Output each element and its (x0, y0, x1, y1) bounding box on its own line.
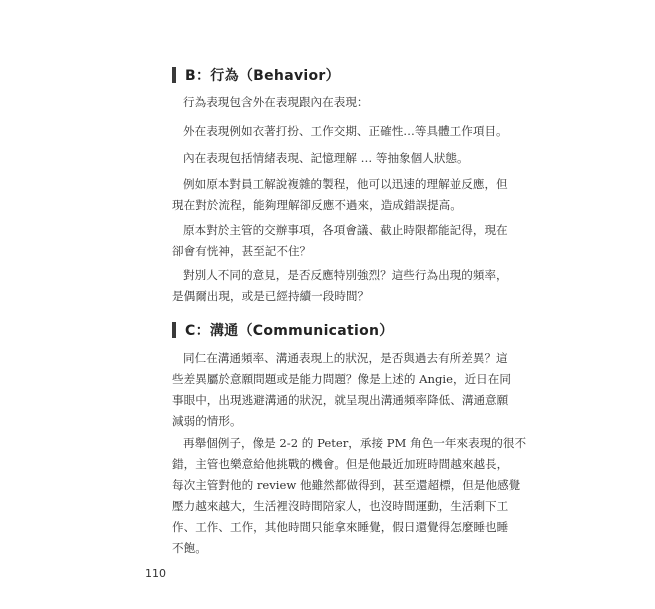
text-line: 壓力越來越大，生活裡沒時間陪家人，也沒時間運動，生活剩下工 (172, 499, 509, 513)
page-number: 110 (145, 567, 166, 580)
paragraph (172, 174, 508, 216)
paragraph (172, 433, 527, 559)
paragraph (172, 265, 508, 307)
paragraph (172, 220, 508, 262)
text-line: 減弱的情形。 (172, 414, 242, 428)
paragraph (172, 121, 508, 142)
section-c-heading (172, 321, 394, 339)
section-b-title: B：行為（Behavior） (185, 68, 340, 84)
text-line: 些差異屬於意願問題或是能力問題？像是上述的 Angie，近日在同 (172, 372, 511, 386)
text-line: 例如原本對員工解說複雜的製程，他可以迅速的理解並反應，但 (183, 177, 508, 191)
text-line: 原本對於主管的交辦事項，各項會議、截止時限都能記得，現在 (183, 223, 508, 237)
section-c-title: C：溝通（Communication） (185, 323, 394, 339)
section-b-heading (172, 66, 340, 84)
text-line: 外在表現例如衣著打扮、工作交期、正確性…等具體工作項目。 (183, 124, 508, 138)
text-line: 卻會有恍神，甚至記不住？ (172, 244, 312, 258)
paragraph (172, 92, 484, 113)
text-line: 錯，主管也樂意給他挑戰的機會。但是他最近加班時間越來越長， (172, 457, 509, 471)
text-line: 事眼中，出現逃避溝通的狀況，就呈現出溝通頻率降低、溝通意願 (172, 393, 509, 407)
text-line: 對別人不同的意見，是否反應特別強烈？這些行為出現的頻率， (183, 268, 508, 282)
text-line: 每次主管對他的 review 他雖然都做得到，甚至還超標，但是他感覺 (172, 478, 521, 492)
text-line: 現在對於流程，能夠理解卻反應不過來，造成錯誤提高。 (172, 198, 462, 212)
text-line: 行為表現包含外在表現跟內在表現： (183, 95, 369, 109)
heading-marker (172, 322, 176, 338)
text-line: 內在表現包括情緒表現、記憶理解 … 等抽象個人狀態。 (183, 151, 469, 165)
text-line: 作、工作、工作，其他時間只能拿來睡覺，假日還覺得怎麼睡也睡 (172, 520, 509, 534)
text-line: 是偶爾出現，或是已經持續一段時間？ (172, 289, 370, 303)
text-line: 同仁在溝通頻率、溝通表現上的狀況，是否與過去有所差異？這 (183, 351, 508, 365)
text-line: 不飽。 (172, 541, 207, 555)
text-line: 再舉個例子，像是 2-2 的 Peter，承接 PM 角色一年來表現的很不 (183, 436, 527, 450)
paragraph (172, 348, 511, 432)
paragraph (172, 148, 484, 169)
heading-marker (172, 67, 176, 83)
